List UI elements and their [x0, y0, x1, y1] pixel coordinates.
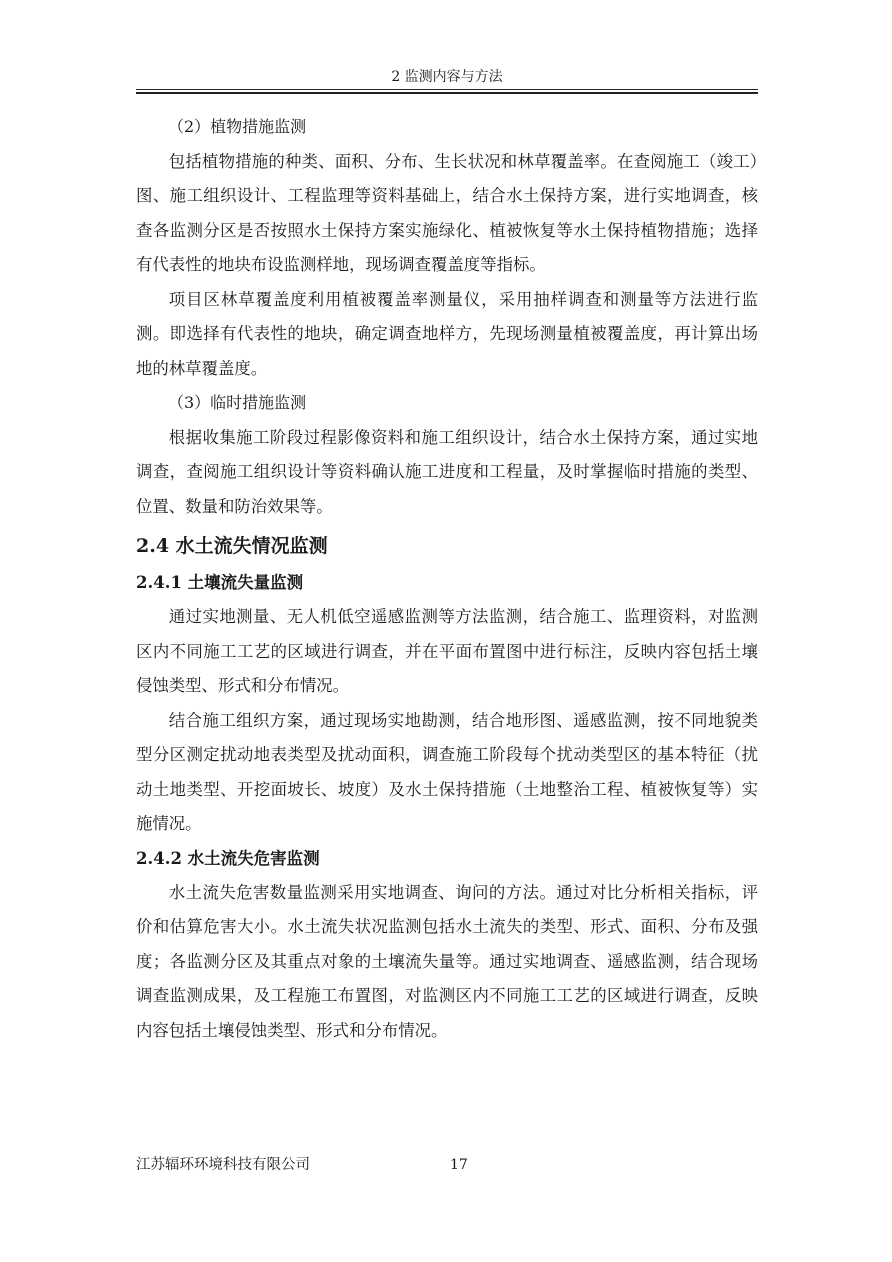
page-header-title: 2 监测内容与方法 — [391, 69, 503, 85]
header-rule-thick — [136, 92, 758, 94]
document-body — [136, 110, 758, 1048]
section-heading-2-4-2: 2.4.2 水土流失危害监测 — [136, 848, 320, 868]
footer-company: 江苏辐环环境科技有限公司 — [136, 1157, 310, 1173]
paragraph: 结合施工组织方案，通过现场实地勘测，结合地形图、遥感监测，按不同地貌类型分区测定扰动地表类型及扰动面积，调查施工阶段每个扰动类型区的基本特征（扰动土地类型、开挖面坡长、坡度）及水土保持措施（土地整治工程、植被恢复等）实施情况。 — [136, 710, 758, 833]
section-heading-2-4: 2.4 水土流失情况监测 — [136, 535, 328, 557]
paragraph: 通过实地测量、无人机低空遥感监测等方法监测，结合施工、监理资料，对监测区内不同施工工艺的区域进行调查，并在平面布置图中进行标注，反映内容包括土壤侵蚀类型、形式和分布情况。 — [136, 607, 758, 695]
paragraph: 水土流失危害数量监测采用实地调查、询问的方法。通过对比分析相关指标，评价和估算危害大小。水土流失状况监测包括水土流失的类型、形式、面积、分布及强度；各监测分区及其重点对象的土壤流失量等。通过实地调查、遥感监测，结合现场调查监测成果，及工程施工布置图，对监测区内不同施工工艺的区域进行调查，反映内容包括土壤侵蚀类型、形式和分布情况。 — [136, 882, 758, 1040]
subsection-plant-measures: （2）植物措施监测 — [168, 117, 307, 136]
header-rule-thin — [136, 89, 758, 90]
paragraph: 根据收集施工阶段过程影像资料和施工组织设计，结合水土保持方案，通过实地调查，查阅施工组织设计等资料确认施工进度和工程量，及时掌握临时措施的类型、位置、数量和防治效果等。 — [136, 427, 758, 516]
subsection-temporary-measures: （3）临时措施监测 — [168, 393, 307, 412]
footer-page-number: 17 — [450, 1157, 468, 1173]
section-heading-2-4-1: 2.4.1 土壤流失量监测 — [136, 573, 304, 592]
paragraph: 项目区林草覆盖度利用植被覆盖率测量仪，采用抽样调查和测量等方法进行监测。即选择有代表性的地块，确定调查地样方，先现场测量植被覆盖度，再计算出场地的林草覆盖度。 — [136, 289, 758, 378]
paragraph: 包括植物措施的种类、面积、分布、生长状况和林草覆盖率。在查阅施工（竣工）图、施工组织设计、工程监理等资料基础上，结合水土保持方案，进行实地调查，核查各监测分区是否按照水土保持方案实施绿化、植被恢复等水土保持植物措施；选择有代表性的地块布设监测样地，现场调查覆盖度等指标。 — [136, 151, 758, 274]
